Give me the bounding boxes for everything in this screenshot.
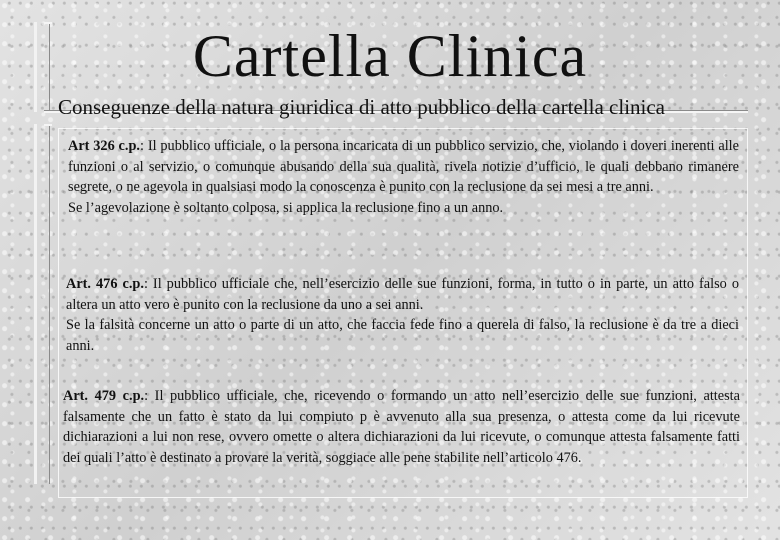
article-extra: Se la falsità concerne un atto o parte di un atto, che faccia fede fino a querela di falso, la reclusione è da tre a dieci anni.	[66, 317, 739, 354]
article-ref: Art 326 c.p.	[68, 138, 141, 154]
article-326	[68, 136, 739, 218]
article-text: : Il pubblico ufficiale che, nell’esercizio delle sue funzioni, forma, in tutto o in parte, un atto falso o altera un atto vero è punito con la reclusione da uno a sei anni.	[66, 276, 739, 313]
frame-decoration-content	[34, 124, 50, 484]
page-subtitle: Conseguenze della natura giuridica di atto pubblico della cartella clinica	[58, 95, 666, 119]
frame-bracket-content	[44, 124, 52, 126]
article-ref: Art. 479 c.p.	[63, 388, 145, 404]
article-479	[63, 386, 740, 468]
article-text: : Il pubblico ufficiale, o la persona incaricata di un pubblico servizio, che, violando i doveri inerenti alle funzioni o al servizio, o comunque abusando della sua qualità, rivela notizie d’ufficio, le quali debbano rimanere segrete, o ne agevola in qualsiasi modo la conoscenza è punito con la reclusione da sei mesi a tre anni.	[68, 138, 739, 195]
page-title: Cartella Clinica	[192, 23, 588, 89]
article-476	[66, 274, 739, 356]
article-text: : Il pubblico ufficiale, che, ricevendo o formando un atto nell’esercizio delle sue funzioni, attesta falsamente che un fatto è stato da lui compiuto p è avvenuto alla sua presenza, o attesta come da lui ricevute dichiarazioni a lui non rese, ovvero omette o altera dichiarazioni da lui ricevute, o comunque attesta falsamente fatti dei quali l’atto è destinato a provare la verità, soggiace alle pene stabilite nell’articolo 476.	[63, 388, 741, 466]
article-ref: Art. 476 c.p.	[66, 276, 144, 292]
article-extra: Se l’agevolazione è soltanto colposa, si applica la reclusione fino a un anno.	[68, 199, 504, 216]
